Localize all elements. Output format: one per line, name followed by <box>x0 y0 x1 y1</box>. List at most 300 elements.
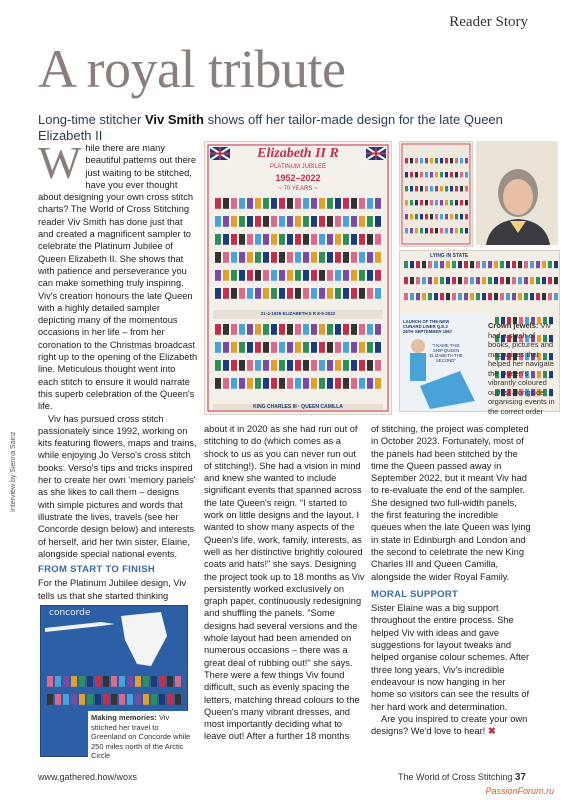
stitch-figure <box>404 261 408 268</box>
stitch-figure <box>215 234 221 245</box>
stitch-figure <box>335 198 341 209</box>
stitch-figure <box>494 277 498 284</box>
stitch-figure <box>554 293 558 300</box>
drop-cap: W <box>38 137 82 188</box>
stitch-figure <box>215 198 221 209</box>
stitch-figure <box>506 261 510 268</box>
stitch-figure <box>530 261 534 268</box>
stitch-figure <box>359 288 365 299</box>
stitch-figure <box>263 360 269 371</box>
stitch-figure <box>231 324 237 335</box>
stitch-figure <box>455 172 458 177</box>
stitch-figure <box>425 200 428 205</box>
stitch-figure <box>239 342 245 353</box>
stitch-figure <box>255 288 261 299</box>
stitch-figure <box>319 342 325 353</box>
stitch-figure <box>450 214 453 219</box>
stitch-figure <box>405 200 408 205</box>
stitch-figure <box>255 234 261 245</box>
stitch-figure <box>488 261 492 268</box>
stitch-figure <box>375 252 381 263</box>
stitch-figure <box>425 214 428 219</box>
stitch-figure <box>548 277 552 284</box>
stitch-figure <box>271 288 277 299</box>
stitch-figure <box>518 261 522 268</box>
stitch-figure <box>450 186 453 191</box>
stitch-figure <box>430 214 433 219</box>
stitch-figure <box>223 342 229 353</box>
stitch-figure <box>319 216 325 227</box>
stitch-figure <box>351 234 357 245</box>
stitch-figure <box>343 252 349 263</box>
stitch-figure <box>271 234 277 245</box>
stitch-figure <box>287 378 293 389</box>
stitch-figure <box>428 261 432 268</box>
stitch-figure <box>460 172 463 177</box>
stitch-figure <box>367 378 373 389</box>
stitch-figure <box>536 261 540 268</box>
stitch-figure <box>279 378 285 389</box>
stitch-figure <box>255 378 261 389</box>
stitch-figure <box>327 288 333 299</box>
stitch-figure <box>311 288 317 299</box>
stitch-figure <box>359 360 365 371</box>
stitch-figure <box>435 200 438 205</box>
stitch-figure <box>434 293 438 300</box>
stitch-figure <box>55 694 61 705</box>
stitch-figure <box>271 360 277 371</box>
stitch-figure <box>271 198 277 209</box>
stitch-figure <box>506 293 510 300</box>
stitch-figure <box>335 324 341 335</box>
stitch-caption-text: Viv stitched her travel to Greenland on Concorde while 250 miles north of the Arctic Circle <box>91 713 191 760</box>
stitch-figure <box>271 216 277 227</box>
section-tag: Reader Story <box>449 14 528 30</box>
stitch-figure <box>247 324 253 335</box>
stitch-figure <box>295 234 301 245</box>
stitch-figure <box>159 694 165 705</box>
stitch-caption-bold: Making memories: <box>91 713 157 722</box>
stitch-figure <box>151 694 157 705</box>
stitch-figure <box>367 360 373 371</box>
stitch-figure <box>287 288 293 299</box>
stitch-figure <box>460 186 463 191</box>
stitch-figure <box>440 172 443 177</box>
interview-credit: Interview by Sienna Sainz <box>10 431 17 512</box>
stitch-figure <box>445 186 448 191</box>
stitch-figure <box>465 200 468 205</box>
stitch-figure <box>47 676 53 687</box>
stitch-figure <box>420 172 423 177</box>
stitch-figure <box>536 293 540 300</box>
stitch-figure <box>420 214 423 219</box>
stitch-figure <box>263 198 269 209</box>
stitch-figure <box>452 293 456 300</box>
stitch-figure <box>416 293 420 300</box>
stitch-figure <box>111 676 117 687</box>
stitch-figure <box>295 360 301 371</box>
stitch-figure <box>420 158 423 163</box>
column-2 <box>204 423 366 743</box>
stitch-figure <box>500 261 504 268</box>
stitch-figure <box>460 158 463 163</box>
stitch-figure <box>452 277 456 284</box>
stitch-figure <box>311 360 317 371</box>
stitch-figure <box>430 200 433 205</box>
stitch-figure <box>303 342 309 353</box>
stitch-figure <box>422 277 426 284</box>
stitch-figure <box>530 277 534 284</box>
sampler-mid-band: 21·4·1926 ELIZABETH II R 8·9·2022 <box>260 311 336 316</box>
stitch-figure <box>343 270 349 281</box>
stitch-figure <box>231 288 237 299</box>
stitch-figure <box>518 293 522 300</box>
stitch-figure <box>435 186 438 191</box>
stitch-figure <box>263 342 269 353</box>
stitch-figure <box>279 270 285 281</box>
stitch-figure <box>460 228 463 233</box>
small-sampler-photo <box>399 141 473 247</box>
stitch-figure <box>271 270 277 281</box>
stitch-figure <box>359 342 365 353</box>
stitch-figure <box>351 252 357 263</box>
stitch-figure <box>335 234 341 245</box>
stitch-figure <box>47 694 53 705</box>
standfirst-lead: Long-time stitcher <box>38 112 145 127</box>
stitch-figure <box>343 288 349 299</box>
stitch-figure <box>295 216 301 227</box>
stitch-figure <box>524 261 528 268</box>
stitch-figure <box>375 324 381 335</box>
stitch-figure <box>247 234 253 245</box>
stitch-figure <box>415 186 418 191</box>
stitch-figure <box>351 324 357 335</box>
stitch-figure <box>405 228 408 233</box>
stitch-figure <box>319 234 325 245</box>
stitch-figure <box>279 360 285 371</box>
stitch-figure <box>420 186 423 191</box>
page-number: 37 <box>514 772 526 783</box>
stitch-figure <box>465 158 468 163</box>
stitch-figure <box>247 216 253 227</box>
stitch-figure <box>430 158 433 163</box>
stitch-figure <box>460 200 463 205</box>
stitch-figure <box>215 270 221 281</box>
stitch-figure <box>255 324 261 335</box>
stitch-figure <box>405 214 408 219</box>
stitch-figure <box>416 277 420 284</box>
stitch-figure <box>450 158 453 163</box>
sampler-subtitle: PLATINUM JUBILEE <box>270 164 326 170</box>
stitch-figure <box>327 234 333 245</box>
stitch-figure <box>79 676 85 687</box>
stitch-figure <box>455 158 458 163</box>
stitch-figure <box>311 270 317 281</box>
stitch-figure <box>303 324 309 335</box>
stitch-figure <box>482 293 486 300</box>
column-3 <box>371 423 531 737</box>
stitch-figure <box>343 216 349 227</box>
stitch-figure <box>247 270 253 281</box>
watermark: PassionForum.ru <box>485 786 554 796</box>
standfirst-rest: shows off her tailor-made design for the late Queen Elizabeth II <box>38 112 503 143</box>
stitch-figure <box>215 378 221 389</box>
stitch-figure <box>295 342 301 353</box>
stitch-figure <box>465 214 468 219</box>
stitch-figure <box>445 228 448 233</box>
stitch-figure <box>343 360 349 371</box>
standfirst-name: Viv Smith <box>144 112 204 127</box>
portrait-artwork <box>476 141 558 245</box>
stitch-figure <box>311 216 317 227</box>
stitch-figure <box>247 378 253 389</box>
stitch-figure <box>465 228 468 233</box>
stitch-figure <box>542 293 546 300</box>
stitch-figure <box>303 360 309 371</box>
stitch-figure <box>430 186 433 191</box>
stitch-figure <box>359 378 365 389</box>
stitch-figure <box>231 234 237 245</box>
sampler-bottom-band: KING CHARLES III · QUEEN CAMILLA <box>253 404 343 410</box>
stitch-figure <box>239 360 245 371</box>
stitch-figure <box>343 378 349 389</box>
stitch-figure <box>410 186 413 191</box>
stitch-figure <box>524 277 528 284</box>
stitch-figure <box>476 293 480 300</box>
stitch-figure <box>425 186 428 191</box>
stitch-figure <box>223 216 229 227</box>
stitch-figure <box>327 342 333 353</box>
stitch-figure <box>247 288 253 299</box>
footer-magazine: The World of Cross Stitching 37 <box>397 772 526 783</box>
stitch-figure <box>319 324 325 335</box>
stitch-figure <box>231 342 237 353</box>
stitch-figure <box>223 378 229 389</box>
stitch-figure <box>450 200 453 205</box>
stitch-figure <box>415 172 418 177</box>
stitch-figure <box>87 676 93 687</box>
stitch-figure <box>95 694 101 705</box>
stitch-figure <box>319 270 325 281</box>
stitch-figure <box>287 198 293 209</box>
stitch-figure <box>554 261 558 268</box>
stitch-figure <box>295 198 301 209</box>
stitch-figure <box>375 198 381 209</box>
stitch-figure <box>279 252 285 263</box>
stitch-figure <box>440 214 443 219</box>
stitch-figure <box>465 172 468 177</box>
stitch-figure <box>375 288 381 299</box>
stitch-figure <box>119 694 125 705</box>
stitch-figure <box>159 676 165 687</box>
stitch-figure <box>263 288 269 299</box>
stitch-figure <box>430 228 433 233</box>
stitch-figure <box>215 324 221 335</box>
stitch-figure <box>327 270 333 281</box>
stitch-figure <box>215 360 221 371</box>
stitch-figure <box>295 288 301 299</box>
stitch-figure <box>319 198 325 209</box>
stitch-figure <box>263 324 269 335</box>
jubilee-sampler-photo <box>204 141 392 415</box>
stitch-figure <box>335 378 341 389</box>
stitch-figure <box>279 216 285 227</box>
stitch-figure <box>135 676 141 687</box>
stitch-figure <box>375 216 381 227</box>
stitch-figure <box>494 293 498 300</box>
stitch-figure <box>452 261 456 268</box>
stitch-figure <box>79 694 85 705</box>
stitch-figure <box>55 676 61 687</box>
stitch-figure <box>440 228 443 233</box>
stitch-figure <box>303 270 309 281</box>
stitch-figure <box>440 261 444 268</box>
stitch-figure <box>446 277 450 284</box>
stitch-figure <box>445 158 448 163</box>
stitch-figure <box>506 277 510 284</box>
stitch-figure <box>434 261 438 268</box>
stitch-figure <box>279 342 285 353</box>
stitch-figure <box>415 228 418 233</box>
stitch-figure <box>311 324 317 335</box>
stitch-figure <box>530 293 534 300</box>
footer-url[interactable]: www.gathered.how/woxs <box>38 772 138 782</box>
stitch-figure <box>375 378 381 389</box>
stitch-figure <box>351 360 357 371</box>
stitch-figure <box>335 288 341 299</box>
column-1 <box>38 137 198 602</box>
stitch-figure <box>464 277 468 284</box>
stitch-figure <box>255 252 261 263</box>
stitch-figure <box>303 234 309 245</box>
stitch-figure <box>367 198 373 209</box>
stitch-figure <box>295 252 301 263</box>
stitch-figure <box>223 252 229 263</box>
stitch-figure <box>327 198 333 209</box>
stitch-figure <box>151 676 157 687</box>
end-mark-icon: ✖ <box>487 726 496 737</box>
stitch-figure <box>311 342 317 353</box>
stitch-figure <box>279 288 285 299</box>
lying-in-state-label: LYING IN STATE <box>430 253 469 259</box>
subhead-start-to-finish: FROM START TO FINISH <box>38 564 156 576</box>
stitch-figure <box>239 234 245 245</box>
stitch-figure <box>425 158 428 163</box>
stitch-figure <box>458 277 462 284</box>
stitch-figure <box>223 288 229 299</box>
stitch-figure <box>63 694 69 705</box>
stitch-figure <box>271 252 277 263</box>
stitch-figure <box>542 277 546 284</box>
stitch-figure <box>303 216 309 227</box>
stitch-figure <box>542 261 546 268</box>
stitch-figure <box>440 293 444 300</box>
stitch-figure <box>464 293 468 300</box>
stitch-figure <box>351 342 357 353</box>
stitch-figure <box>428 277 432 284</box>
stitch-figure <box>215 288 221 299</box>
crown-caption-bold: Crown jewels: <box>488 321 539 330</box>
stitch-figure <box>375 234 381 245</box>
stitch-figure <box>446 293 450 300</box>
stitch-figure <box>359 324 365 335</box>
stitch-figure <box>343 342 349 353</box>
stitch-figure <box>367 324 373 335</box>
stitch-figure <box>111 694 117 705</box>
sampler-title: Elizabeth II R <box>257 146 339 161</box>
qe2-banner-text: LAUNCH OF THE NEW CUNARD LINER Q.E.2 26TH SEPTEMBER 1967 <box>403 319 453 334</box>
stitch-figure <box>231 216 237 227</box>
small-sampler-artwork <box>400 142 472 246</box>
stitch-figure <box>311 198 317 209</box>
stitch-figure <box>351 378 357 389</box>
stitch-figure <box>279 324 285 335</box>
stitch-figure <box>415 214 418 219</box>
col3-paragraph-3: Are you inspired to create your own designs? We'd love to hear! ✖ <box>371 713 528 737</box>
stitch-figure <box>367 288 373 299</box>
stitch-figure <box>450 172 453 177</box>
stitch-figure <box>311 234 317 245</box>
stitch-figure <box>119 676 125 687</box>
stitch-figure <box>263 378 269 389</box>
stitch-figure <box>435 214 438 219</box>
stitch-figure <box>247 360 253 371</box>
stitch-figure <box>63 676 69 687</box>
stitch-figure <box>239 216 245 227</box>
stitch-figure <box>271 342 277 353</box>
stitch-figure <box>434 277 438 284</box>
stitch-figure <box>458 293 462 300</box>
stitch-figure <box>103 694 109 705</box>
stitch-figure <box>405 172 408 177</box>
stitch-figure <box>311 378 317 389</box>
stitch-figure <box>410 228 413 233</box>
stitch-figure <box>303 378 309 389</box>
stitch-figure <box>482 277 486 284</box>
stitch-figure <box>367 270 373 281</box>
stitch-figure <box>215 216 221 227</box>
stitch-figure <box>231 198 237 209</box>
stitch-figure <box>231 252 237 263</box>
stitch-figure <box>303 198 309 209</box>
stitch-figure <box>287 270 293 281</box>
stitch-figure <box>335 270 341 281</box>
stitch-figure <box>422 261 426 268</box>
stitch-figure <box>518 277 522 284</box>
stitch-figure <box>247 198 253 209</box>
stitch-figure <box>465 186 468 191</box>
stitch-figure <box>87 694 93 705</box>
stitch-figure <box>239 252 245 263</box>
stitch-figure <box>359 270 365 281</box>
stitch-figure <box>239 378 245 389</box>
stitch-figure <box>512 293 516 300</box>
stitch-figure <box>319 288 325 299</box>
stitch-figure <box>470 293 474 300</box>
stitch-figure <box>554 277 558 284</box>
stitch-figure <box>103 676 109 687</box>
stitch-figure <box>295 378 301 389</box>
stitch-figure <box>255 342 261 353</box>
stitch-figure <box>263 252 269 263</box>
stitch-figure <box>435 228 438 233</box>
stitch-figure <box>335 252 341 263</box>
stitch-figure <box>458 261 462 268</box>
stitch-figure <box>231 360 237 371</box>
stitch-figure <box>375 342 381 353</box>
stitch-figure <box>263 234 269 245</box>
stitch-figure <box>445 200 448 205</box>
